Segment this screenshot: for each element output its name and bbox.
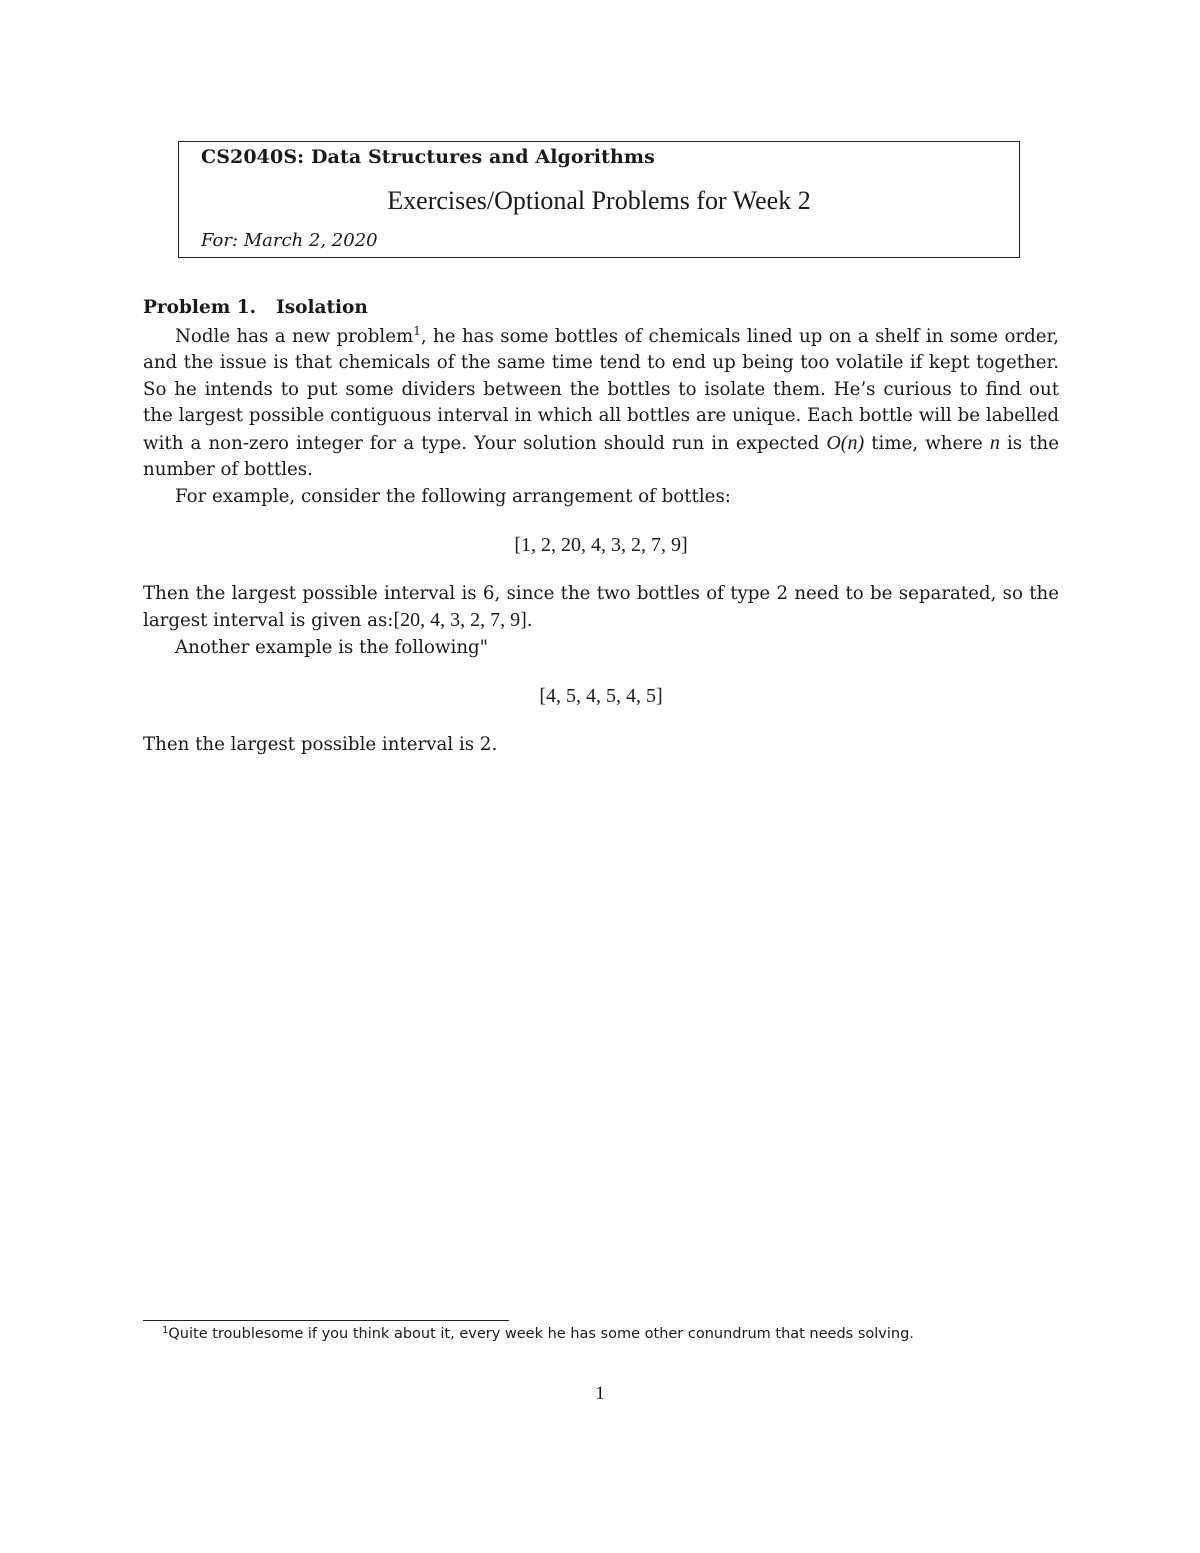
- problem-paragraph-3: [143, 581, 1059, 635]
- problem-number: Problem 1.: [143, 297, 257, 318]
- problem-name: Isolation: [276, 297, 368, 318]
- complexity-math: O(n): [826, 431, 865, 454]
- footnote: [162, 1326, 914, 1342]
- problem-paragraph-5: Then the largest possible interval is 2.: [143, 733, 498, 755]
- problem-paragraph-1: [143, 324, 1059, 484]
- paragraph-text: time, where: [864, 432, 990, 454]
- footnote-marker: 1: [413, 323, 421, 338]
- paragraph-text: Nodle has a new problem: [175, 325, 414, 347]
- problem-section: [143, 295, 1059, 758]
- sheet-title: Exercises/Optional Problems for Week 2: [387, 186, 811, 215]
- paragraph-text: .: [526, 610, 533, 631]
- course-title: CS2040S: Data Structures and Algorithms: [201, 146, 655, 168]
- problem-paragraph-4: Another example is the following": [175, 636, 489, 658]
- paragraph-text: is the number of bottles.: [143, 432, 1059, 480]
- interval-math: [20, 4, 3, 2, 7, 9]: [393, 609, 527, 631]
- variable-n: n: [989, 431, 1000, 454]
- footnote-text: Quite troublesome if you think about it, every week he has some other conundrum that needs solving.: [168, 1326, 914, 1342]
- example-array-1: [1, 2, 20, 4, 3, 2, 7, 9]: [514, 534, 688, 556]
- paragraph-text: , he has some bottles of chemicals lined up on a shelf in some order, and the issue is that chemicals of the same time tend to end up being too volatile if kept together. So he intends to put some dividers between the bottles to isolate them. He’s curious to find out the largest possible contiguous interval in which all bottles are unique. Each bottle will be labelled with a non-zero integer for a type. Your solution should run in expected: [143, 325, 1059, 454]
- sheet-date: For: March 2, 2020: [201, 230, 378, 251]
- problem-paragraph-2: For example, consider the following arrangement of bottles:: [175, 485, 731, 507]
- problem-heading: [143, 295, 1059, 322]
- example-array-2: [4, 5, 4, 5, 4, 5]: [539, 685, 663, 707]
- header-box: [178, 141, 1020, 258]
- footnote-number: 1: [162, 1325, 169, 1336]
- paragraph-text: Then the largest possible interval is 6, since the two bottles of type 2 need to be separated, so the largest interval is given as:: [143, 582, 1059, 631]
- footnote-rule: [143, 1320, 509, 1321]
- page-number: 1: [595, 1383, 605, 1404]
